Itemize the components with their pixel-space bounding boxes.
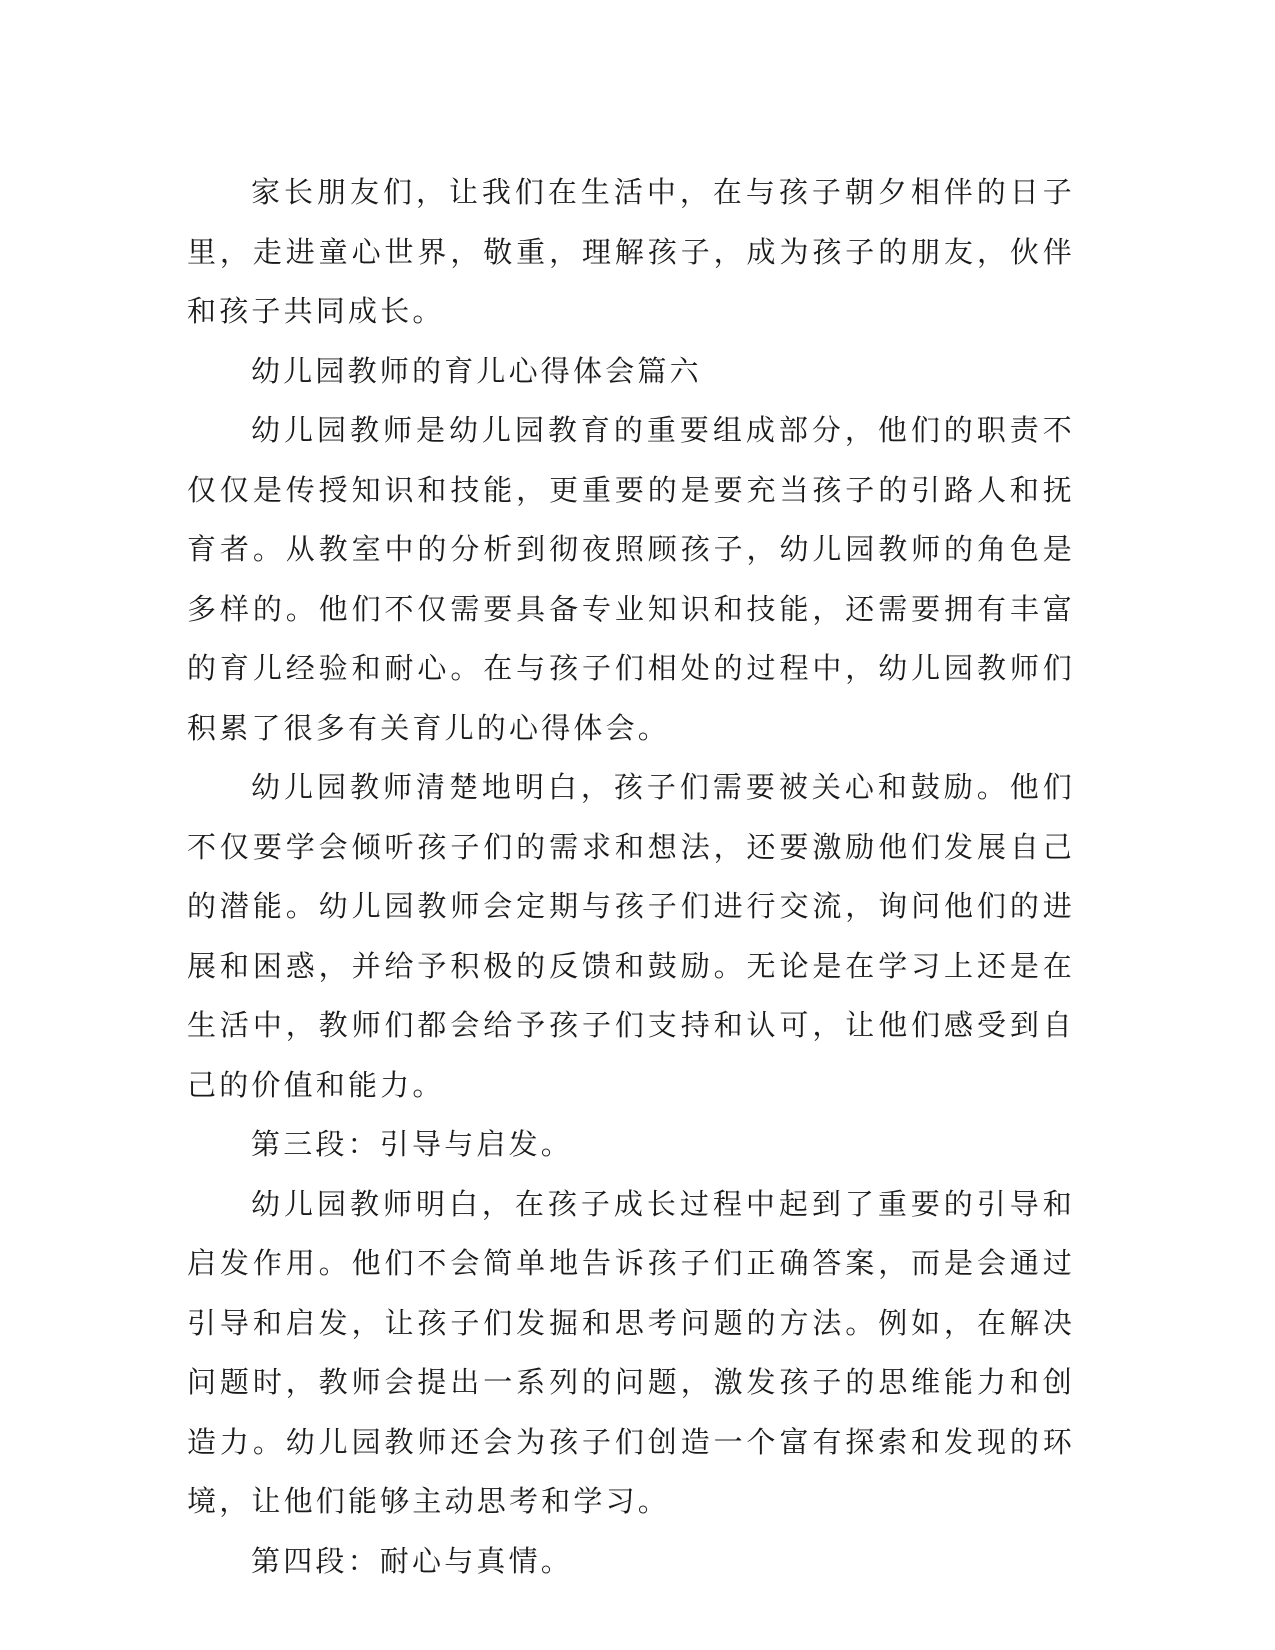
document-body [187, 163, 1075, 1591]
section-heading: 第三段：引导与启发。 [251, 1127, 574, 1161]
section-heading: 第四段：耐心与真情。 [251, 1543, 574, 1578]
paragraph: 幼儿园教师明白，在孩子成长过程中起到了重要的引导和启发作用。他们不会简单地告诉孩子们正确答案，而是会通过引导和启发，让孩子们发掘和思考问题的方法。例如，在解决问题时，教师会提出一系列的问题，激发孩子的思维能力和创造力。幼儿园教师还会为孩子们创造一个富有探索和发现的环境，让他们能够主动思考和学习。 [187, 1186, 1075, 1518]
paragraph: 家长朋友们，让我们在生活中，在与孩子朝夕相伴的日子里，走进童心世界，敬重，理解孩子，成为孩子的朋友，伙伴和孩子共同成长。 [187, 175, 1075, 328]
paragraph: 幼儿园教师是幼儿园教育的重要组成部分，他们的职责不仅仅是传授知识和技能，更重要的是要充当孩子的引路人和抚育者。从教室中的分析到彻夜照顾孩子，幼儿园教师的角色是多样的。他们不仅需要具备专业知识和技能，还需要拥有丰富的育儿经验和耐心。在与孩子们相处的过程中，幼儿园教师们积累了很多有关育儿的心得体会。 [187, 413, 1075, 745]
paragraph: 幼儿园教师清楚地明白，孩子们需要被关心和鼓励。他们不仅要学会倾听孩子们的需求和想法，还要激励他们发展自己的潜能。幼儿园教师会定期与孩子们进行交流，询问他们的进展和困惑，并给予积极的反馈和鼓励。无论是在学习上还是在生活中，教师们都会给予孩子们支持和认可，让他们感受到自己的价值和能力。 [187, 770, 1075, 1102]
section-heading: 幼儿园教师的育儿心得体会篇六 [251, 353, 702, 388]
